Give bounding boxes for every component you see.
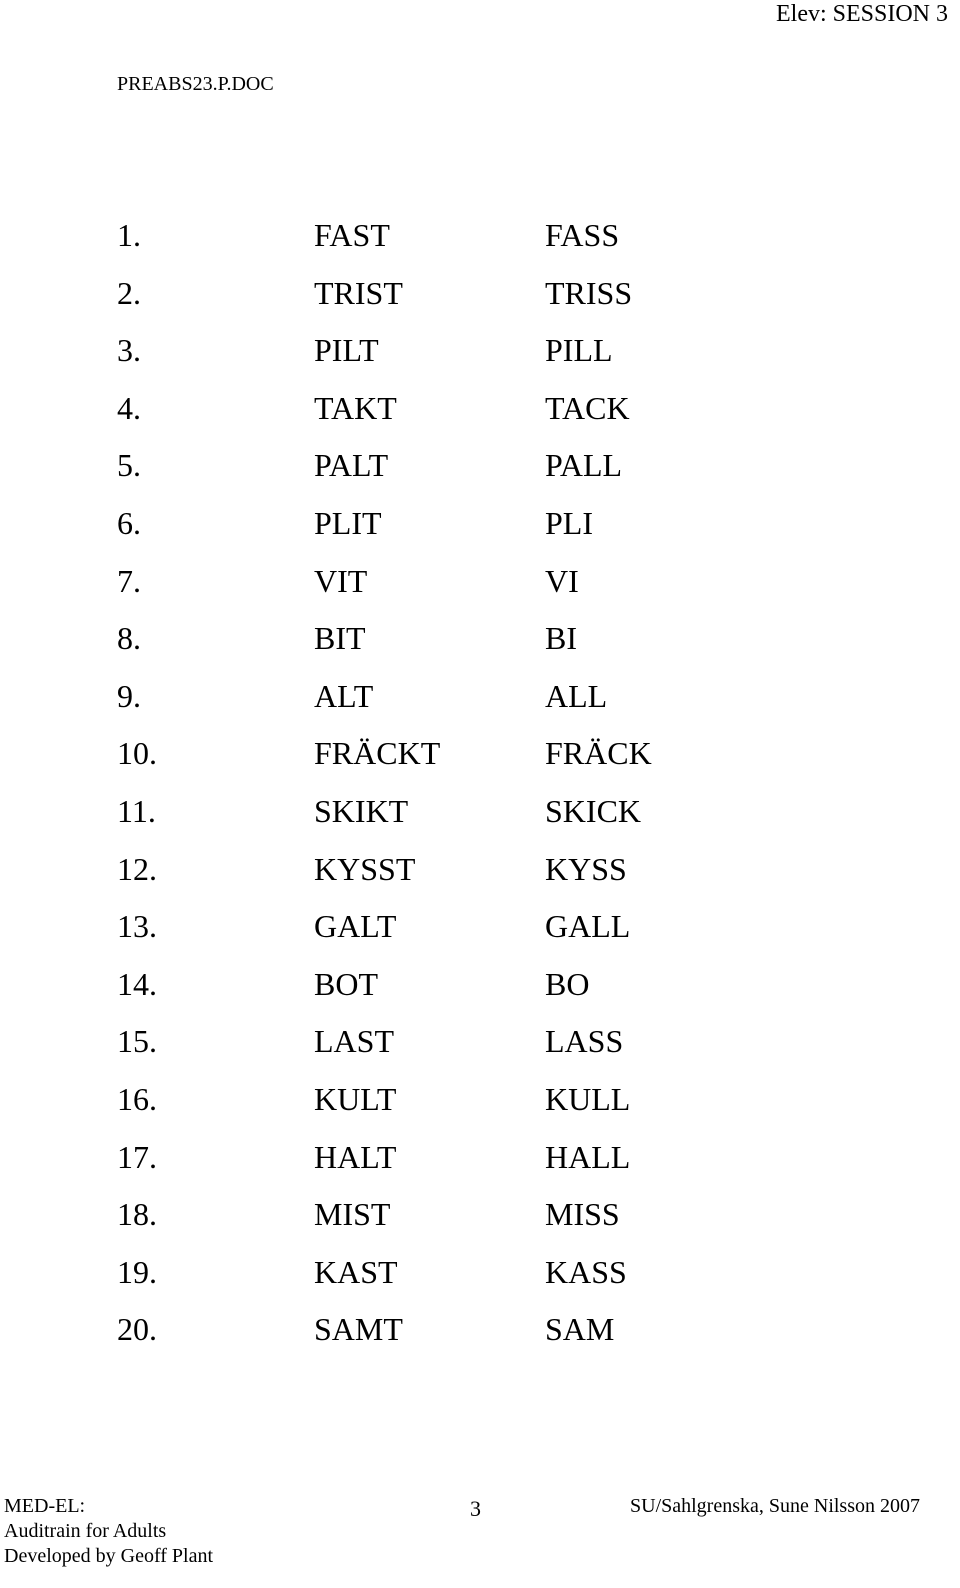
word-b: KULL (545, 1080, 631, 1117)
word-row (117, 559, 817, 617)
word-b: BO (545, 965, 590, 1002)
footer-line: MED-EL: (4, 1495, 86, 1517)
word-row (117, 1192, 817, 1250)
item-number: 4. (117, 389, 141, 426)
word-b: PALL (545, 447, 623, 484)
word-row (117, 847, 817, 905)
footer-line: Developed by Geoff Plant (4, 1545, 214, 1567)
word-b: MISS (545, 1196, 620, 1233)
word-row (117, 904, 817, 962)
word-row (117, 962, 817, 1020)
word-b: PILL (545, 332, 613, 369)
item-number: 11. (117, 792, 156, 829)
word-b: VI (545, 562, 579, 599)
item-number: 9. (117, 677, 141, 714)
page-number: 3 (470, 1496, 481, 1521)
word-a: KAST (314, 1253, 398, 1290)
item-number: 6. (117, 504, 141, 541)
word-a: KYSST (314, 850, 416, 887)
item-number: 20. (117, 1311, 157, 1348)
word-b: FRÄCK (545, 735, 652, 772)
file-name: PREABS23.P.DOC (117, 73, 274, 95)
word-a: PILT (314, 332, 379, 369)
word-a: LAST (314, 1023, 394, 1060)
item-number: 16. (117, 1080, 157, 1117)
word-a: MIST (314, 1196, 391, 1233)
item-number: 2. (117, 274, 141, 311)
word-b: TRISS (545, 274, 633, 311)
item-number: 17. (117, 1138, 157, 1175)
word-row (117, 1019, 817, 1077)
word-b: BI (545, 620, 577, 657)
word-row (117, 501, 817, 559)
word-b: KASS (545, 1253, 627, 1290)
word-a: FAST (314, 217, 390, 253)
word-a: ALT (314, 677, 374, 714)
word-row (117, 1077, 817, 1135)
item-number: 18. (117, 1196, 157, 1233)
session-label: Elev: SESSION 3 (775, 1, 948, 27)
word-a: BOT (314, 965, 378, 1002)
word-a: BIT (314, 620, 366, 657)
word-row (117, 1307, 817, 1365)
word-row (117, 386, 817, 444)
item-number: 7. (117, 562, 141, 599)
item-number: 10. (117, 735, 157, 772)
word-row (117, 1135, 817, 1193)
item-number: 12. (117, 850, 157, 887)
item-number: 3. (117, 332, 141, 369)
item-number: 8. (117, 620, 141, 657)
word-a: HALT (314, 1138, 397, 1175)
word-a: SAMT (314, 1311, 403, 1348)
item-number: 13. (117, 908, 157, 945)
word-a: PALT (314, 447, 389, 484)
word-list (117, 213, 817, 1365)
word-a: FRÄCKT (314, 735, 441, 772)
word-row (117, 328, 817, 386)
item-number: 5. (117, 447, 141, 484)
word-row (117, 616, 817, 674)
word-a: TRIST (314, 274, 403, 311)
word-row (117, 213, 817, 271)
word-a: GALT (314, 908, 397, 945)
word-row (117, 731, 817, 789)
word-a: KULT (314, 1080, 397, 1117)
word-a: PLIT (314, 504, 382, 541)
item-number: 1. (117, 217, 141, 253)
word-b: SAM (545, 1311, 615, 1348)
word-b: SKICK (545, 792, 642, 829)
word-b: FASS (545, 217, 620, 253)
word-b: HALL (545, 1138, 631, 1175)
word-b: TACK (545, 389, 630, 426)
word-row (117, 443, 817, 501)
word-row (117, 674, 817, 732)
word-row (117, 789, 817, 847)
footer-credits (4, 1494, 213, 1569)
word-a: SKIKT (314, 792, 409, 829)
item-number: 19. (117, 1253, 157, 1290)
item-number: 15. (117, 1023, 157, 1060)
footer-credit: SU/Sahlgrenska, Sune Nilsson 2007 (630, 1495, 920, 1517)
word-b: LASS (545, 1023, 624, 1060)
word-b: GALL (545, 908, 631, 945)
word-row (117, 271, 817, 329)
word-b: PLI (545, 504, 593, 541)
item-number: 14. (117, 965, 157, 1002)
word-a: TAKT (314, 389, 397, 426)
word-b: KYSS (545, 850, 627, 887)
word-b: ALL (545, 677, 608, 714)
word-a: VIT (314, 562, 368, 599)
word-row (117, 1250, 817, 1308)
footer-line: Auditrain for Adults (4, 1520, 167, 1542)
